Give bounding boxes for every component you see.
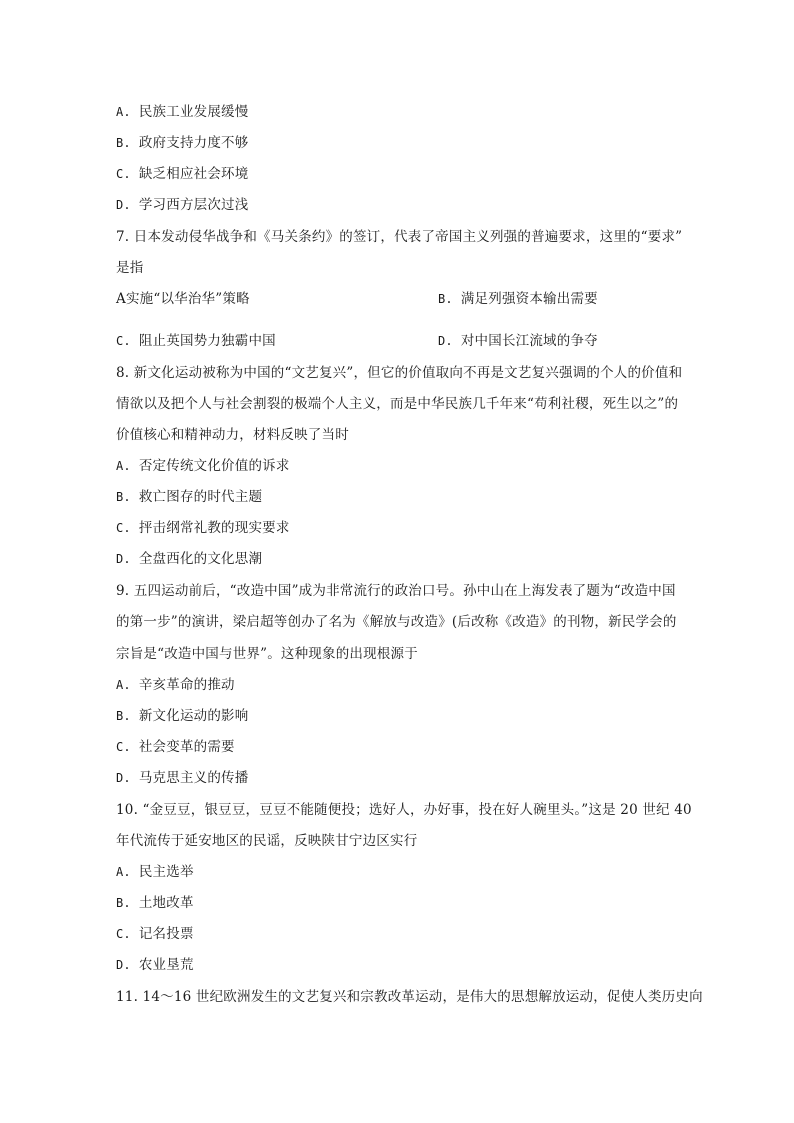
option-label: B.: [116, 896, 131, 910]
option-label: C.: [116, 740, 131, 754]
option-text: 实施“以华治华”策略: [125, 291, 250, 307]
q10-option-c: [116, 925, 194, 943]
option-text: 新文化运动的影响: [138, 708, 249, 724]
option-label: A: [116, 291, 126, 307]
option-text: 阻止英国势力独霸中国: [138, 333, 276, 349]
option-text: 对中国长江流域的争夺: [460, 333, 598, 349]
option-text: 土地改革: [138, 895, 194, 911]
q9-option-a: [116, 676, 235, 694]
q9-stem-line-1: 9. 五四运动前后，“改造中国”成为非常流行的政治口号。孙中山在上海发表了题为“改造中国: [116, 583, 676, 599]
option-label: A.: [116, 678, 131, 692]
q9-option-c: [116, 738, 235, 756]
option-label: C.: [116, 521, 131, 535]
option-label: C.: [116, 927, 131, 941]
option-label: A.: [116, 459, 131, 473]
option-text: 辛亥革命的推动: [138, 677, 235, 693]
option-text: 农业垦荒: [138, 957, 194, 973]
option-label: B.: [438, 292, 453, 306]
option-label: D.: [438, 334, 453, 348]
option-text: 马克思主义的传播: [138, 770, 249, 786]
q11-stem-line-1: 11. 14～16 世纪欧洲发生的文艺复兴和宗教改革运动，是伟大的思想解放运动，促使人类历史向: [116, 989, 703, 1005]
q8-option-c: [116, 519, 290, 537]
option-text: 满足列强资本输出需要: [460, 291, 598, 307]
q8-option-d: [116, 550, 262, 568]
q8-option-a: [116, 457, 290, 475]
option-text: 政府支持力度不够: [138, 135, 249, 151]
option-label: B.: [116, 136, 131, 150]
q8-stem-line-1: 8. 新文化运动被称为中国的“文艺复兴”，但它的价值取向不再是文艺复兴强调的个人的价值和: [116, 365, 683, 381]
q10-stem-line-1: 10. “金豆豆，银豆豆，豆豆不能随便投；选好人，办好事，投在好人碗里头。”这是 20 世纪 40: [116, 802, 692, 818]
q9-stem-line-3: 宗旨是“改造中国与世界”。这种现象的出现根源于: [116, 646, 418, 662]
q6-option-b: [116, 134, 248, 152]
option-label: D.: [116, 198, 131, 212]
q7-option-c: [116, 332, 276, 350]
option-text: 救亡图存的时代主题: [138, 489, 263, 505]
q7-stem-line-1: 7. 日本发动侵华战争和《马关条约》的签订，代表了帝国主义列强的普遍要求，这里的“要求”: [116, 229, 683, 245]
option-text: 民族工业发展缓慢: [138, 104, 249, 120]
option-text: 否定传统文化价值的诉求: [138, 458, 290, 474]
q8-stem-line-3: 价值核心和精神动力，材料反映了当时: [116, 427, 349, 443]
option-text: 全盘西化的文化思潮: [138, 551, 263, 567]
q10-option-d: [116, 956, 194, 974]
option-label: D.: [116, 958, 131, 972]
option-label: A.: [116, 105, 131, 119]
q7-stem-line-2: 是指: [116, 260, 144, 276]
option-text: 社会变革的需要: [138, 739, 235, 755]
option-label: B.: [116, 490, 131, 504]
option-text: 学习西方层次过浅: [138, 197, 249, 213]
option-text: 抨击纲常礼教的现实要求: [138, 520, 290, 536]
option-text: 民主选举: [138, 864, 194, 880]
option-label: B.: [116, 709, 131, 723]
q10-option-b: [116, 894, 194, 912]
option-label: C.: [116, 334, 131, 348]
q8-stem-line-2: 情欲以及把个人与社会割裂的极端个人主义，而是中华民族几千年来“苟利社稷，死生以之”的: [116, 396, 679, 412]
option-label: D.: [116, 552, 131, 566]
option-label: A.: [116, 865, 131, 879]
q9-option-d: [116, 769, 248, 787]
option-label: C.: [116, 167, 131, 181]
q7-option-a: [116, 290, 250, 308]
q7-option-d: [438, 332, 598, 350]
option-text: 缺乏相应社会环境: [138, 166, 249, 182]
q9-stem-line-2: 的第一步”的演讲，梁启超等创办了名为《解放与改造》(后改称《改造》的刊物，新民学会的: [116, 614, 677, 630]
q10-option-a: [116, 863, 194, 881]
q10-stem-line-2: 年代流传于延安地区的民谣，反映陕甘宁边区实行: [116, 833, 418, 849]
q6-option-c: [116, 165, 248, 183]
q9-option-b: [116, 707, 248, 725]
q6-option-a: [116, 103, 248, 121]
q8-option-b: [116, 488, 262, 506]
option-label: D.: [116, 771, 131, 785]
q7-option-b: [438, 290, 598, 308]
option-text: 记名投票: [138, 926, 194, 942]
q6-option-d: [116, 196, 248, 214]
